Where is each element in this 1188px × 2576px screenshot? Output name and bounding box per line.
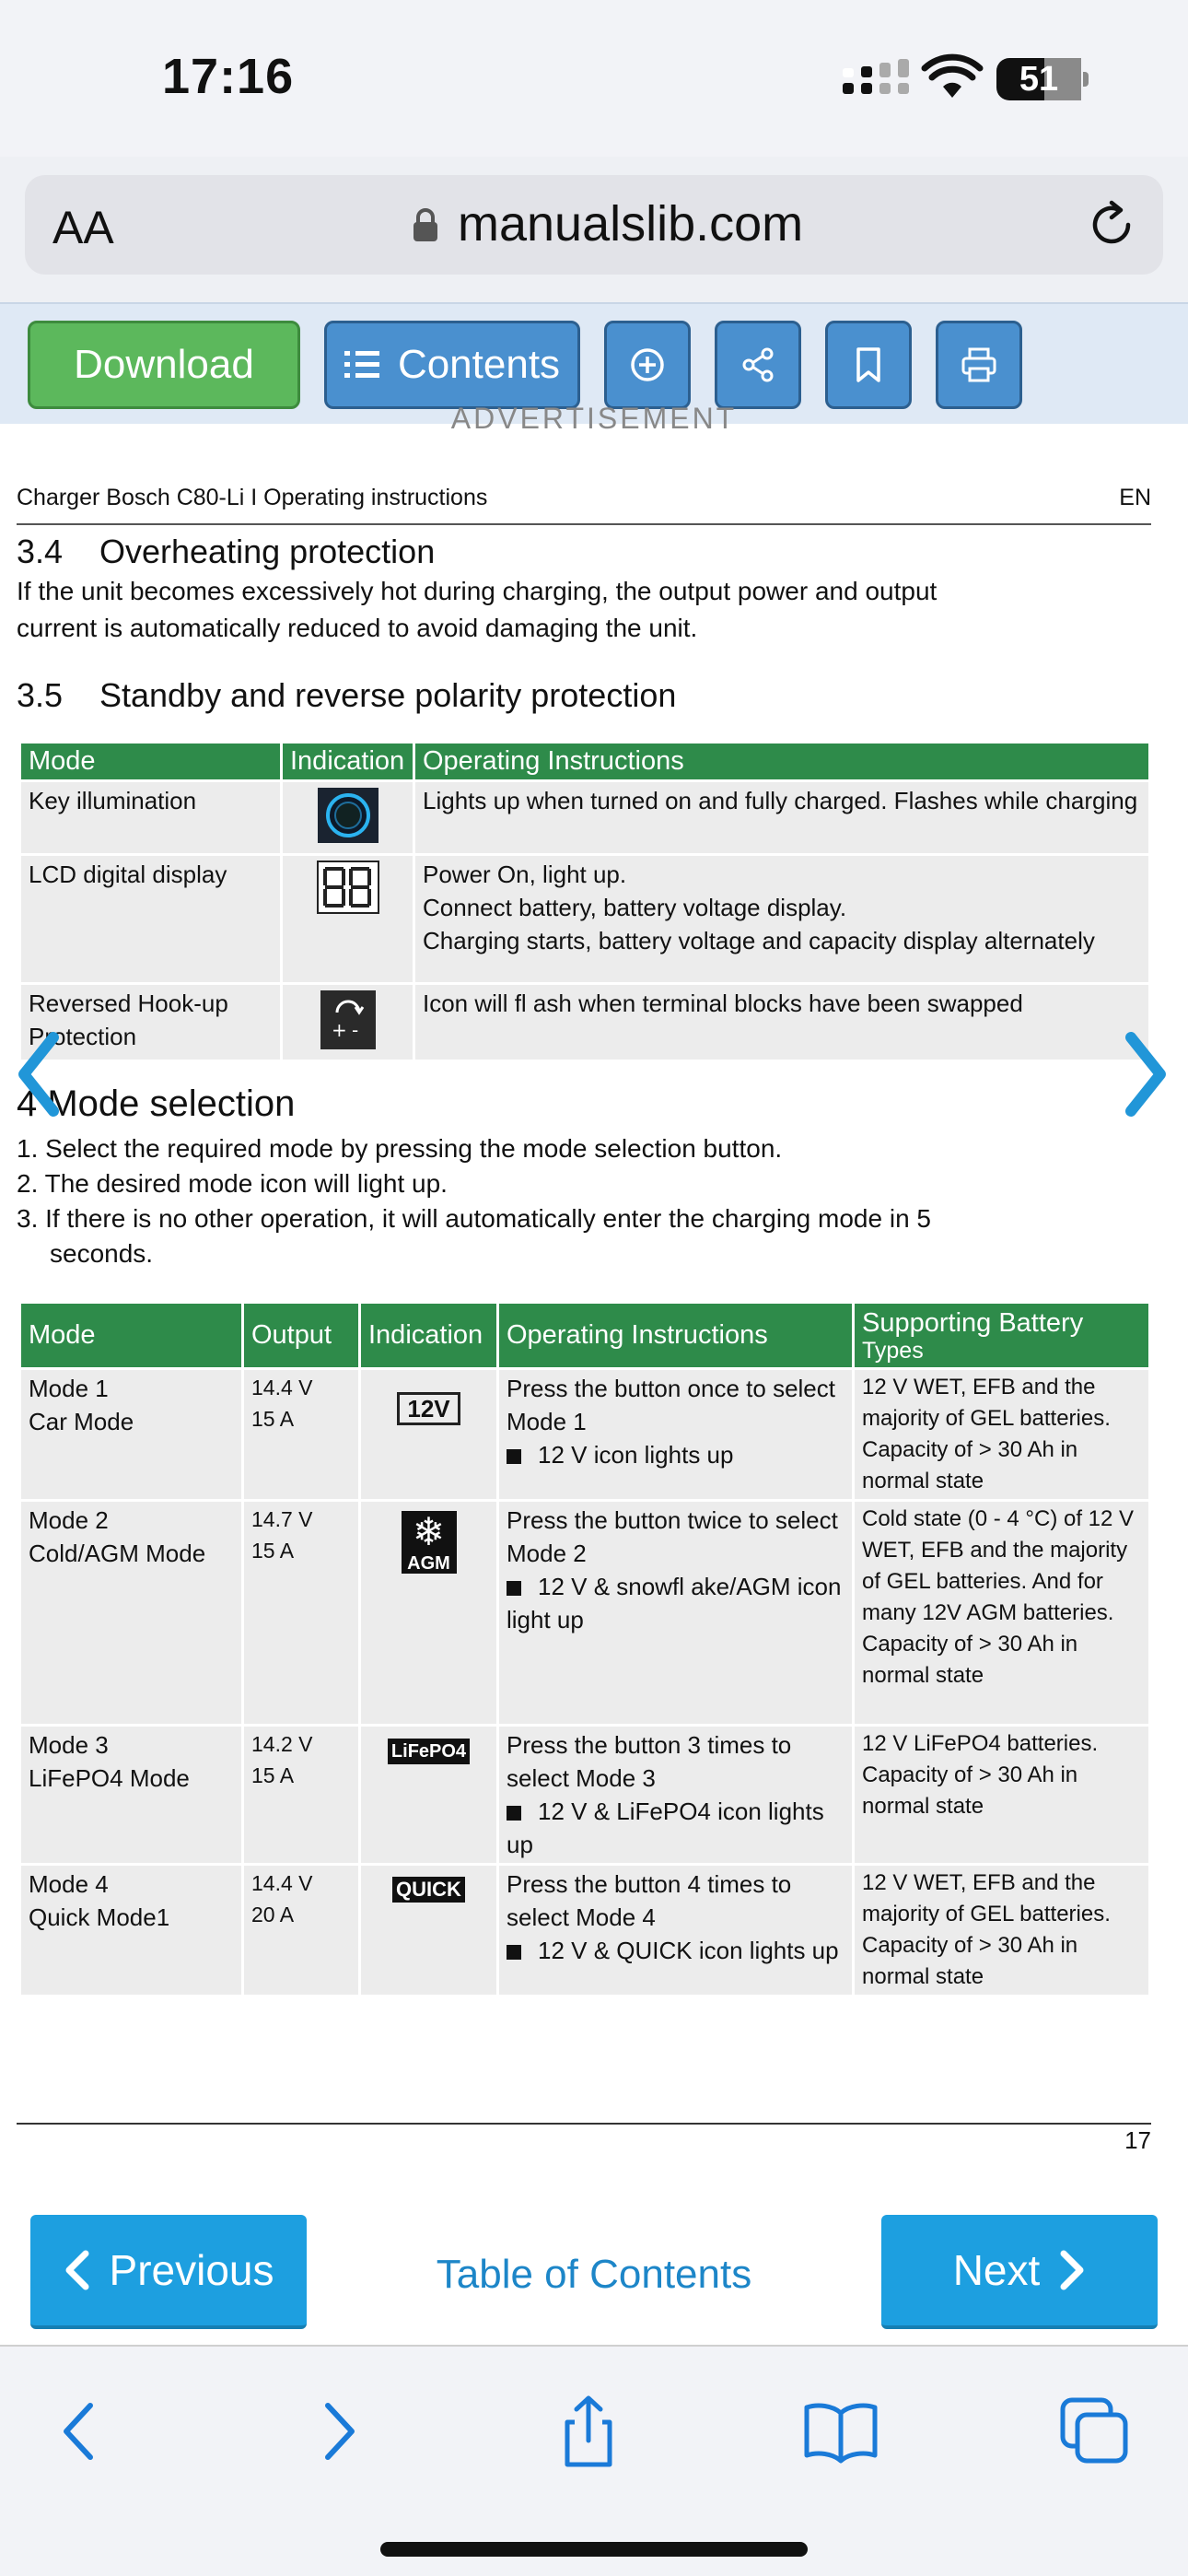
bookmark-icon bbox=[855, 346, 882, 383]
table-row bbox=[20, 1501, 1150, 1726]
instructions-cell bbox=[498, 1865, 854, 1996]
zoom-in-icon bbox=[629, 346, 666, 383]
protection-table bbox=[18, 741, 1151, 1062]
output-voltage: 14.4 V bbox=[251, 1376, 313, 1399]
output-current: 15 A bbox=[251, 1539, 295, 1563]
icon-label: QUICK bbox=[392, 1877, 465, 1903]
reverse-polarity-icon bbox=[282, 984, 414, 1061]
previous-button[interactable] bbox=[30, 2215, 307, 2329]
bullet-item bbox=[507, 1438, 844, 1471]
output-voltage: 14.2 V bbox=[251, 1732, 313, 1756]
output-cell bbox=[243, 1726, 360, 1865]
section-number: 3.5 bbox=[17, 676, 64, 714]
table-row bbox=[20, 984, 1150, 1061]
mode-name: Mode 1 bbox=[29, 1375, 109, 1402]
table-row bbox=[20, 1369, 1150, 1501]
print-button[interactable] bbox=[936, 321, 1022, 409]
step-item: 2. The desired mode icon will light up. bbox=[17, 1169, 448, 1198]
print-icon bbox=[961, 346, 997, 383]
download-label: Download bbox=[74, 342, 254, 387]
column-header-line: Supporting Battery bbox=[862, 1308, 1084, 1338]
column-header bbox=[854, 1303, 1150, 1369]
bullet-item bbox=[507, 1570, 844, 1636]
next-button[interactable] bbox=[881, 2215, 1158, 2329]
bullet-text: 12 V icon lights up bbox=[538, 1441, 734, 1469]
lcd-display-icon bbox=[282, 855, 414, 984]
mode-name: Mode 4 bbox=[29, 1870, 109, 1898]
output-voltage: 14.7 V bbox=[251, 1507, 313, 1531]
instructions-cell: Lights up when turned on and fully charged. Flashes while charging bbox=[414, 781, 1150, 855]
page-header bbox=[17, 485, 1151, 511]
document-title: Charger Bosch C80-Li I Operating instructions bbox=[17, 485, 488, 510]
battery-icon bbox=[996, 58, 1081, 100]
instructions-cell bbox=[498, 1726, 854, 1865]
icon-label: LiFePO4 bbox=[388, 1739, 470, 1764]
quick-icon bbox=[360, 1865, 498, 1996]
snowflake-agm-icon: ❄ AGM bbox=[360, 1501, 498, 1726]
mode-cell: LCD digital display bbox=[20, 855, 282, 984]
key-illumination-icon bbox=[282, 781, 414, 855]
mode-cell bbox=[20, 1369, 243, 1501]
share-icon bbox=[740, 346, 776, 383]
download-button[interactable] bbox=[28, 321, 300, 409]
battery-types-cell: 12 V WET, EFB and the majority of GEL batteries. Capacity of > 30 Ah in normal state bbox=[854, 1369, 1150, 1501]
mode-label: Cold/AGM Mode bbox=[29, 1540, 206, 1567]
share-sheet-icon[interactable] bbox=[547, 2395, 630, 2468]
column-header: Operating Instructions bbox=[414, 743, 1150, 781]
mode-label: Car Mode bbox=[29, 1408, 134, 1435]
bullet-text: 12 V & QUICK icon lights up bbox=[538, 1937, 839, 1964]
contents-button[interactable] bbox=[324, 321, 580, 409]
svg-text:+: + bbox=[331, 1019, 347, 1041]
lock-icon bbox=[412, 206, 439, 243]
output-cell bbox=[243, 1369, 360, 1501]
clock: 17:16 bbox=[162, 49, 295, 104]
section-4-heading: 4 Mode selection bbox=[17, 1083, 296, 1124]
instruction-line: Connect battery, battery voltage display. bbox=[423, 894, 847, 921]
instruction-text: Press the button once to select Mode 1 bbox=[507, 1375, 835, 1435]
page-number: 17 bbox=[1124, 2126, 1151, 2154]
address-bar[interactable] bbox=[25, 175, 1163, 275]
mode-cell bbox=[20, 1865, 243, 1996]
mode-name: Mode 3 bbox=[29, 1731, 109, 1759]
forward-icon[interactable] bbox=[297, 2395, 379, 2468]
output-current: 15 A bbox=[251, 1407, 295, 1431]
reader-settings-button[interactable]: AA bbox=[52, 202, 114, 253]
next-page-arrow-icon[interactable] bbox=[1118, 1028, 1173, 1120]
step-item: 3. If there is no other operation, it will automatically enter the charging mode in 5 bbox=[17, 1204, 931, 1233]
icon-label: AGM bbox=[407, 1553, 450, 1574]
column-header: Output bbox=[243, 1303, 360, 1369]
bullet-text: 12 V & LiFePO4 icon lights up bbox=[507, 1797, 824, 1858]
mode-cell bbox=[20, 1726, 243, 1865]
section-title: Standby and reverse polarity protection bbox=[99, 676, 677, 714]
bullet-item bbox=[507, 1934, 844, 1967]
zoom-in-button[interactable] bbox=[604, 321, 691, 409]
instruction-text: Press the button 4 times to select Mode 4 bbox=[507, 1870, 792, 1931]
chevron-right-icon bbox=[1058, 2250, 1086, 2290]
manual-page bbox=[0, 402, 1188, 2345]
mode-cell: Reversed Hook-up Protection bbox=[20, 984, 282, 1061]
prev-page-arrow-icon[interactable] bbox=[11, 1028, 66, 1120]
share-button[interactable] bbox=[715, 321, 801, 409]
home-indicator bbox=[380, 2542, 808, 2557]
svg-text:-: - bbox=[351, 1019, 358, 1041]
tabs-icon[interactable] bbox=[1054, 2395, 1136, 2468]
instruction-line: Charging starts, battery voltage and capacity display alternately bbox=[423, 927, 1095, 954]
12v-icon bbox=[360, 1369, 498, 1501]
section-3-4-heading bbox=[17, 533, 435, 571]
mode-cell bbox=[20, 1501, 243, 1726]
table-row bbox=[20, 781, 1150, 855]
bookmark-button[interactable] bbox=[825, 321, 912, 409]
footer-divider bbox=[17, 2123, 1151, 2125]
battery-level: 51 bbox=[1019, 60, 1059, 99]
section-3-5-heading bbox=[17, 676, 676, 715]
mode-selection-steps bbox=[17, 1131, 1122, 1271]
lifepo4-icon bbox=[360, 1726, 498, 1865]
header-divider bbox=[17, 523, 1151, 525]
instructions-cell bbox=[498, 1369, 854, 1501]
previous-label: Previous bbox=[109, 2246, 274, 2294]
mode-name: Mode 2 bbox=[29, 1506, 109, 1534]
output-current: 20 A bbox=[251, 1903, 295, 1926]
language-label: EN bbox=[1119, 485, 1151, 510]
mode-label: Quick Mode1 bbox=[29, 1903, 170, 1931]
bookmarks-icon[interactable] bbox=[799, 2395, 882, 2468]
bullet-item bbox=[507, 1795, 844, 1861]
back-icon[interactable] bbox=[39, 2395, 122, 2468]
column-header: Mode bbox=[20, 743, 282, 781]
advertisement-label: ADVERTISEMENT bbox=[450, 402, 738, 435]
wifi-icon bbox=[923, 57, 982, 100]
section-title: Overheating protection bbox=[99, 533, 436, 570]
table-row bbox=[20, 1865, 1150, 1996]
column-header: Indication bbox=[360, 1303, 498, 1369]
mode-table bbox=[18, 1301, 1151, 1997]
output-cell bbox=[243, 1865, 360, 1996]
section-number: 3.4 bbox=[17, 533, 64, 570]
instruction-line: Power On, light up. bbox=[423, 861, 627, 888]
section-3-4-text: If the unit becomes excessively hot during charging, the output power and output current is automatically reduced to avoid damaging the unit. bbox=[17, 577, 938, 642]
next-label: Next bbox=[952, 2246, 1041, 2294]
contents-label: Contents bbox=[397, 342, 561, 387]
battery-types-cell: 12 V WET, EFB and the majority of GEL batteries. Capacity of > 30 Ah in normal state bbox=[854, 1865, 1150, 1996]
reload-icon[interactable] bbox=[1084, 197, 1139, 252]
mode-cell: Key illumination bbox=[20, 781, 282, 855]
status-bar bbox=[0, 0, 1188, 157]
column-header: Indication bbox=[282, 743, 414, 781]
instruction-text: Press the button twice to select Mode 2 bbox=[507, 1506, 838, 1567]
instructions-cell bbox=[498, 1501, 854, 1726]
instruction-text: Press the button 3 times to select Mode 3 bbox=[507, 1731, 792, 1792]
chevron-left-icon bbox=[64, 2250, 91, 2290]
url-text[interactable]: manualslib.com bbox=[458, 196, 804, 252]
column-header: Operating Instructions bbox=[498, 1303, 854, 1369]
icon-label: 12V bbox=[397, 1392, 460, 1425]
instructions-cell: Icon will fl ash when terminal blocks have been swapped bbox=[414, 984, 1150, 1061]
table-row bbox=[20, 855, 1150, 984]
column-header: Mode bbox=[20, 1303, 243, 1369]
cellular-signal-icon bbox=[843, 63, 909, 100]
step-item: seconds. bbox=[50, 1239, 154, 1268]
battery-types-cell: 12 V LiFePO4 batteries. Capacity of > 30 Ah in normal state bbox=[854, 1726, 1150, 1865]
output-voltage: 14.4 V bbox=[251, 1871, 313, 1895]
output-cell bbox=[243, 1501, 360, 1726]
bullet-text: 12 V & snowfl ake/AGM icon light up bbox=[507, 1573, 842, 1633]
list-icon bbox=[344, 349, 381, 381]
mode-label: LiFePO4 Mode bbox=[29, 1764, 190, 1792]
column-header-line: Types bbox=[862, 1338, 924, 1364]
table-of-contents-link[interactable]: Table of Contents bbox=[436, 2252, 752, 2297]
step-item: 1. Select the required mode by pressing the mode selection button. bbox=[17, 1134, 783, 1163]
output-current: 15 A bbox=[251, 1763, 295, 1787]
battery-types-cell: Cold state (0 - 4 °C) of 12 V WET, EFB and the majority of GEL batteries. And for many 12V AGM batteries. Capacity of > 30 Ah in normal state bbox=[854, 1501, 1150, 1726]
browser-bottom-bar bbox=[0, 2345, 1188, 2576]
instructions-cell bbox=[414, 855, 1150, 984]
table-row bbox=[20, 1726, 1150, 1865]
